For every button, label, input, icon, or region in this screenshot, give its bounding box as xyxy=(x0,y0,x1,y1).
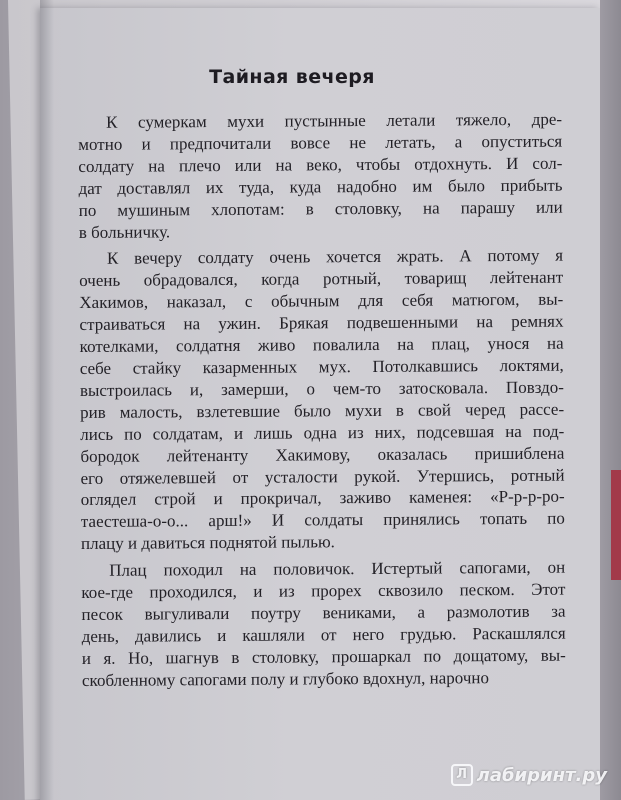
text-line: страиваться на ужин. Брякая подвешенными на ремнях xyxy=(79,311,564,335)
text-line: лись по солдатам, и лишь одна из них, подсевшая на под- xyxy=(80,421,565,444)
text-line: очень обрадовался, когда ротный, товарищ лейтенант xyxy=(79,267,564,291)
text-line: день, давились и кашляли от него грудью. Раскашлялся xyxy=(81,623,566,646)
text-line: плацу и давиться поднятой пылью. xyxy=(80,532,335,554)
paragraph xyxy=(78,109,563,244)
text-line: рив малость, взлетевшие было мухи в свой черед рассе- xyxy=(80,399,565,422)
body-text xyxy=(78,109,566,697)
page-fold-shadow xyxy=(40,0,54,800)
site-watermark xyxy=(451,764,607,786)
text-line: по мушиным хлопотам: в столовку, на парашу или xyxy=(78,197,563,220)
text-line: себе стайку казарменных мух. Потолкавшись локтями, xyxy=(79,355,564,378)
text-line: кое-где проходился, и из прорех сквозило песком. Этот xyxy=(81,579,566,603)
text-line: скобленному сапогами полу и глубоко вдохнул, нарочно xyxy=(81,667,490,690)
paragraph xyxy=(79,245,565,555)
text-line: Хакимов, наказал, с обычным для себя матюгом, вы- xyxy=(79,289,564,313)
text-line: солдату на плечо или на веко, чтобы отдохнуть. И сол- xyxy=(78,153,563,176)
text-line: Плац походил на половичок. Истертый сапогами, он xyxy=(109,557,566,580)
text-line: и я. Но, шагнув в столовку, прошаркал по дощатому, вы- xyxy=(81,645,566,668)
text-line: бородок лейтенанту Хакимову, оказалась пришиблена xyxy=(80,443,565,466)
book-page xyxy=(40,8,600,800)
text-line: его отяжелевшей от усталости рукой. Утершись, ротный xyxy=(80,465,565,488)
chapter-title: Тайная вечеря xyxy=(209,66,375,88)
text-line: котелками, солдатня живо повалила на плац, унося на xyxy=(79,333,564,357)
bookmark-tab xyxy=(611,470,621,580)
text-line: таестеша-о-о... арш!» И солдаты принялись топать по xyxy=(80,508,565,532)
text-line: в больничку. xyxy=(78,221,171,242)
text-line: К сумеркам мухи пустынные летали тяжело, дре- xyxy=(106,109,563,132)
text-line: выстроилась и, замерши, о чем-то затосковала. Повздо- xyxy=(79,377,564,400)
labirint-logo-icon: Л xyxy=(451,764,473,786)
text-line: оглядел строй и прокричал, заживо каменея: «Р-р-р-ро- xyxy=(80,487,565,510)
page-right-edge xyxy=(600,0,621,800)
text-line: песок выгуливали поутру вениками, а размолотив за xyxy=(81,601,566,624)
paragraph xyxy=(81,557,566,692)
text-line: дат доставлял их туда, куда надобно им было прибыть xyxy=(78,175,563,198)
text-line: К вечеру солдату очень хочется жрать. А потому я xyxy=(106,246,564,269)
text-line: мотно и предпочитали вовсе не летать, а опуститься xyxy=(78,131,563,154)
watermark-text: лабиринт.ру xyxy=(476,764,607,786)
